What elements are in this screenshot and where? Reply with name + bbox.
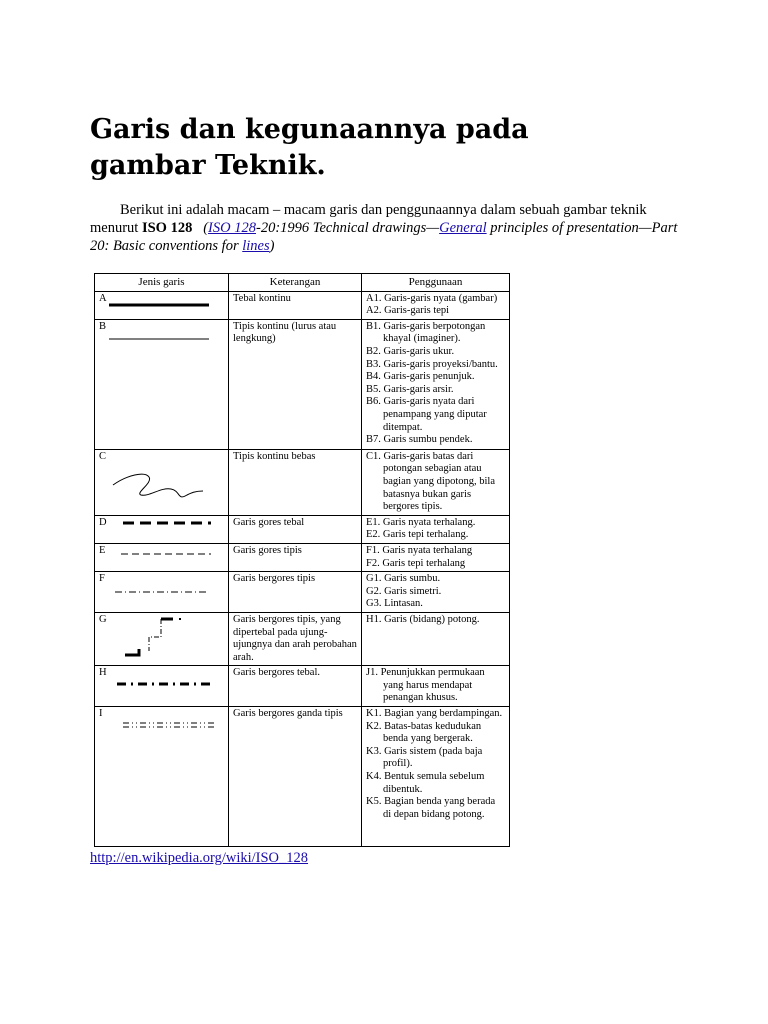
usage-item: E2. Garis tepi terhalang.: [366, 529, 469, 541]
table-row: [95, 291, 510, 319]
intro-text-1: Berikut ini adalah macam – macam garis dan penggunaannya dalam sebuah gambar teknik menurut: [90, 202, 647, 236]
row-usage: [362, 515, 510, 543]
usage-item: G2. Garis simetri.: [366, 585, 442, 597]
row-usage: [362, 572, 510, 613]
usage-item: B6. Garis-garis nyata dari penampang yang diputar ditempat.: [366, 396, 487, 433]
intro-text-3: principles of presentation—Part 20: Basic conventions for: [90, 220, 678, 254]
row-letter: G: [99, 613, 107, 625]
row-usage: [362, 449, 510, 515]
header-keterangan: Keterangan: [229, 274, 362, 292]
row-description: Tipis kontinu bebas: [229, 449, 362, 515]
usage-item: K4. Bentuk semula sebelum dibentuk.: [366, 771, 485, 795]
table-row: [95, 515, 510, 543]
table-row: [95, 666, 510, 707]
table-row: [95, 572, 510, 613]
row-description: Garis gores tebal: [229, 515, 362, 543]
iso-128-link[interactable]: ISO 128: [208, 220, 256, 236]
row-usage: [362, 666, 510, 707]
header-jenis-garis: Jenis garis: [95, 274, 229, 292]
usage-item: C1. Garis-garis batas dari potongan sebagian atau bagian yang dipotong, bila batasnya bukan garis bergores tipis.: [366, 450, 495, 513]
row-description: Garis bergores tipis: [229, 572, 362, 613]
thick-dashed-line-sample: [99, 518, 223, 528]
header-penggunaan: Penggunaan: [362, 274, 510, 292]
double-dashed-line-sample: [99, 719, 223, 731]
usage-item: A1. Garis-garis nyata (gambar): [366, 292, 498, 304]
lines-link[interactable]: lines: [242, 238, 270, 254]
table-row: [95, 612, 510, 665]
wikipedia-iso-128-link[interactable]: http://en.wikipedia.org/wiki/ISO_128: [90, 850, 309, 866]
usage-item: B5. Garis-garis arsir.: [366, 383, 454, 395]
line-sample-cell: [95, 319, 229, 449]
page-title: [90, 112, 650, 184]
row-letter: H: [99, 667, 107, 679]
row-description: Tebal kontinu: [229, 291, 362, 319]
intro-paragraph: [90, 201, 680, 255]
usage-item: B3. Garis-garis proyeksi/bantu.: [366, 358, 498, 370]
row-description: Tipis kontinu (lurus atau lengkung): [229, 319, 362, 449]
usage-item: B4. Garis-garis penunjuk.: [366, 371, 475, 383]
row-description: Garis bergores tebal.: [229, 666, 362, 707]
usage-item: K5. Bagian benda yang berada di depan bidang potong.: [366, 796, 496, 820]
row-letter: D: [99, 516, 107, 528]
cutting-plane-line-sample: [99, 615, 223, 659]
freehand-line-sample: [99, 463, 223, 499]
title-line-1: Garis dan kegunaannya pada: [90, 114, 529, 145]
line-sample-cell: [95, 291, 229, 319]
iso-bold: ISO 128: [141, 220, 193, 236]
table-row: [95, 543, 510, 571]
usage-item: E1. Garis nyata terhalang.: [366, 516, 476, 528]
row-letter: A: [99, 292, 107, 304]
row-letter: C: [99, 450, 107, 462]
table-row: [95, 707, 510, 847]
table-row: [95, 319, 510, 449]
row-letter: E: [99, 544, 106, 556]
line-sample-cell: [95, 707, 229, 847]
row-usage: [362, 707, 510, 847]
row-usage: [362, 543, 510, 571]
table-header-row: [95, 274, 510, 292]
row-letter: B: [99, 320, 107, 332]
line-sample-cell: [95, 666, 229, 707]
line-types-table: [94, 273, 510, 847]
row-usage: [362, 291, 510, 319]
usage-item: J1. Penunjukkan permukaan yang harus mendapat penangan khusus.: [366, 667, 485, 704]
line-sample-cell: [95, 612, 229, 665]
usage-item: G1. Garis sumbu.: [366, 573, 441, 585]
table-row: [95, 449, 510, 515]
open-paren: (: [203, 220, 209, 236]
usage-item: A2. Garis-garis tepi: [366, 305, 450, 317]
usage-item: F2. Garis tepi terhalang: [366, 557, 466, 569]
usage-item: K2. Batas-batas kedudukan benda yang bergerak.: [366, 720, 482, 745]
row-letter: I: [99, 708, 103, 720]
thin-chain-line-sample: [99, 586, 223, 598]
usage-item: H1. Garis (bidang) potong.: [366, 613, 480, 625]
line-sample-cell: [95, 543, 229, 571]
thick-chain-line-sample: [99, 680, 223, 690]
line-sample-cell: [95, 572, 229, 613]
line-sample-cell: [95, 515, 229, 543]
thin-continuous-line-sample: [99, 333, 223, 343]
general-link[interactable]: General: [439, 220, 487, 236]
row-letter: F: [99, 573, 105, 585]
usage-item: K3. Garis sistem (pada baja profil).: [366, 745, 483, 770]
usage-item: K1. Bagian yang berdampingan.: [366, 708, 503, 720]
thick-continuous-line-sample: [99, 302, 223, 308]
close-paren: ): [269, 238, 275, 254]
usage-item: B2. Garis-garis ukur.: [366, 345, 455, 357]
line-sample-cell: [95, 449, 229, 515]
title-line-2: gambar Teknik.: [90, 150, 326, 181]
row-description: Garis bergores tipis, yang dipertebal pada ujung-ujungnya dan arah perobahan arah.: [229, 612, 362, 665]
intro-text-2: -20:1996 Technical drawings—: [255, 220, 440, 236]
usage-item: G3. Lintasan.: [366, 598, 423, 610]
row-description: Garis bergores ganda tipis: [229, 707, 362, 847]
row-usage: [362, 319, 510, 449]
row-description: Garis gores tipis: [229, 543, 362, 571]
usage-item: B7. Garis sumbu pendek.: [366, 434, 473, 446]
usage-item: B1. Garis-garis berpotongan khayal (imaginer).: [366, 320, 486, 345]
thin-dashed-line-sample: [99, 549, 223, 559]
row-usage: [362, 612, 510, 665]
usage-item: F1. Garis nyata terhalang: [366, 544, 473, 556]
